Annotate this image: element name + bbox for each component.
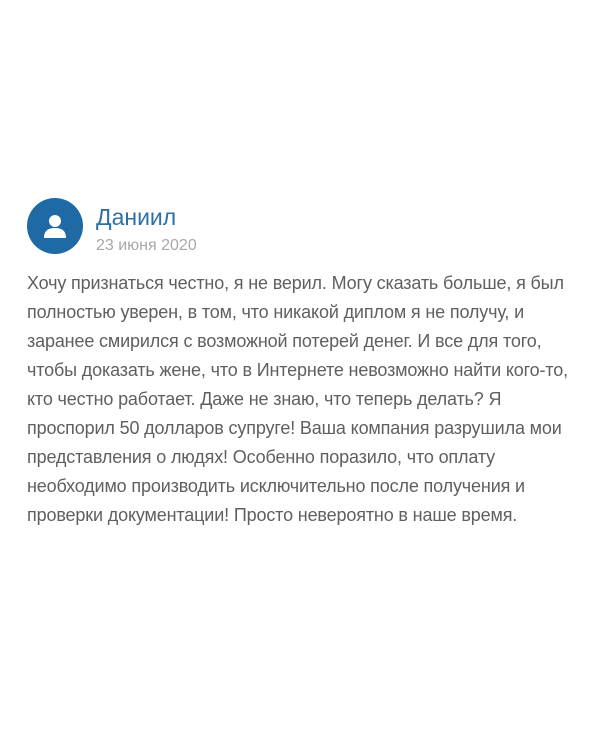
avatar [27, 198, 83, 254]
review-meta [96, 198, 197, 256]
review-text: Хочу признаться честно, я не верил. Могу сказать больше, я был полностью уверен, в том, что никакой диплом я не получу, и заранее смирился с возможной потерей денег. И все для того, чтобы доказать жене, что в Интернете невозможно найти кого-то, кто честно работает. Даже не знаю, что теперь делать? Я проспорил 50 долларов супруге! Ваша компания разрушила мои представления о людях! Особенно поразило, что оплату необходимо производить исключительно после получения и проверки документации! Просто невероятно в наше время. [27, 273, 568, 525]
user-icon [42, 213, 68, 239]
review-header [27, 198, 575, 262]
review-date: 23 июня 2020 [96, 237, 197, 254]
review-author: Даниил [96, 204, 177, 230]
review-card [27, 198, 575, 530]
